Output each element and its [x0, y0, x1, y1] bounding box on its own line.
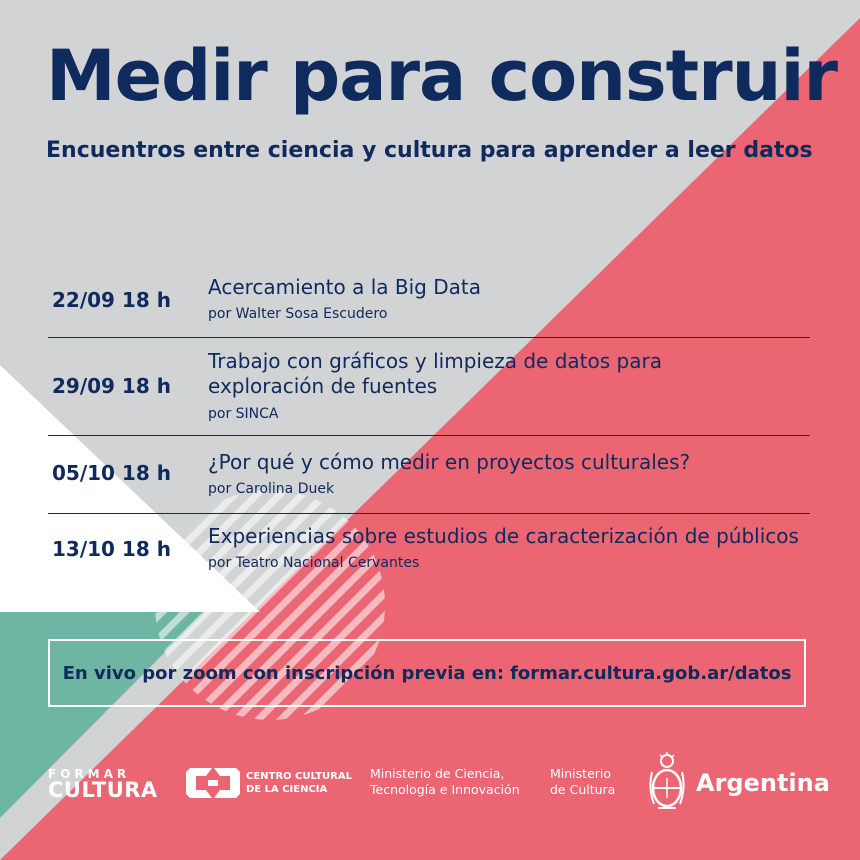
- session-speaker: por Carolina Duek: [208, 481, 335, 497]
- session-row: [48, 436, 810, 513]
- session-topic: [208, 275, 481, 300]
- centro-cultural-ciencia-logo: [186, 766, 352, 800]
- session-topic: [208, 349, 662, 399]
- session-topic: [208, 450, 690, 475]
- logo-footer: [0, 750, 860, 820]
- session-date: 22/09 18 h: [52, 288, 171, 312]
- session-speaker: por Walter Sosa Escudero: [208, 306, 388, 322]
- ministerio-cultura-line1: Ministerio: [550, 766, 612, 781]
- ccc-logo-line1: CENTRO CULTURAL: [246, 771, 352, 782]
- registration-text: En vivo por zoom con inscripción previa en:: [62, 662, 505, 684]
- argentina-logo-text: Argentina: [696, 769, 830, 797]
- session-row: [48, 514, 810, 586]
- ministerio-ciencia-logo: [370, 766, 520, 798]
- session-row: [48, 258, 810, 338]
- session-date: 05/10 18 h: [52, 461, 171, 485]
- formar-cultura-logo: [48, 767, 158, 802]
- escudo-argentina-icon: [648, 752, 686, 814]
- page-title: Medir para construir: [46, 35, 838, 117]
- formar-cultura-logo-line2: CULTURA: [48, 778, 158, 802]
- ccc-logo-icon: [186, 766, 240, 800]
- session-topic-line: Trabajo con gráficos y limpieza de datos para: [208, 349, 662, 373]
- registration-link[interactable]: formar.cultura.gob.ar/datos: [510, 662, 792, 684]
- session-topic-line: ¿Por qué y cómo medir en proyectos culturales?: [208, 450, 691, 474]
- ccc-logo-line2: DE LA CIENCIA: [246, 784, 328, 795]
- registration-box: [48, 639, 806, 707]
- session-speaker: por Teatro Nacional Cervantes: [208, 555, 420, 571]
- session-topic-line: Acercamiento a la Big Data: [208, 275, 481, 299]
- session-topic: [208, 524, 799, 549]
- argentina-logo: [648, 752, 830, 814]
- ministerio-cultura-logo: [550, 766, 615, 798]
- session-speaker: por SINCA: [208, 406, 279, 422]
- session-topic-line: exploración de fuentes: [208, 374, 438, 398]
- page-subtitle: Encuentros entre ciencia y cultura para aprender a leer datos: [46, 138, 813, 163]
- session-date: 13/10 18 h: [52, 537, 171, 561]
- ministerio-ciencia-line1: Ministerio de Ciencia,: [370, 766, 505, 781]
- session-row: [48, 338, 810, 435]
- formar-cultura-logo-line1: FORMAR: [48, 767, 131, 781]
- ministerio-cultura-line2: de Cultura: [550, 782, 616, 797]
- session-date: 29/09 18 h: [52, 374, 171, 398]
- ministerio-ciencia-line2: Tecnología e Innovación: [370, 782, 520, 797]
- session-topic-line: Experiencias sobre estudios de caracterización de públicos: [208, 524, 799, 548]
